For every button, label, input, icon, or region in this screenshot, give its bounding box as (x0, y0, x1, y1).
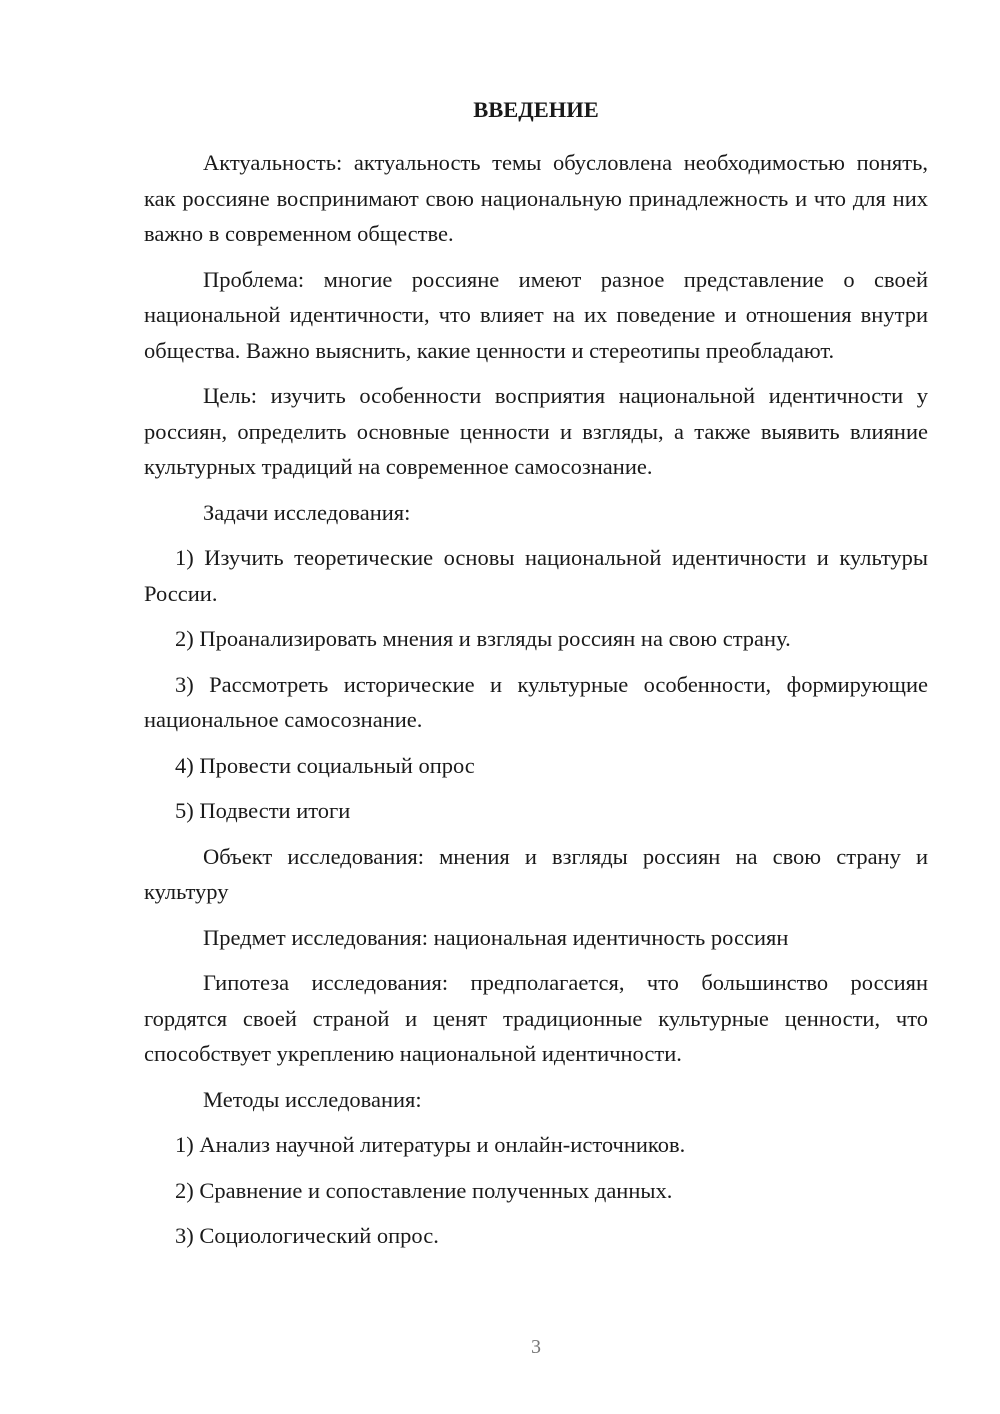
paragraph-hypothesis: Гипотеза исследования: предполагается, что большинство россиян гордятся своей страной и ценят традиционные культурные ценности, что способствует укреплению национальной идентичности. (144, 970, 928, 1066)
page-number: 3 (531, 1336, 541, 1358)
method-item-1: 1) Анализ научной литературы и онлайн-источников. (175, 1132, 686, 1157)
method-item-3: 3) Социологический опрос. (175, 1223, 439, 1248)
paragraph-subject: Предмет исследования: национальная идентичность россиян (203, 924, 789, 950)
paragraph-methods-heading: Методы исследования: (203, 1086, 422, 1112)
task-item-3: 3) Рассмотреть исторические и культурные особенности, формирующие национальное самосознание. (144, 671, 928, 732)
section-title: ВВЕДЕНИЕ (473, 97, 599, 122)
paragraph-tasks-heading: Задачи исследования: (203, 499, 411, 525)
task-item-4: 4) Провести социальный опрос (175, 752, 475, 778)
paragraph-relevance: Актуальность: актуальность темы обусловлена необходимостью понять, как россияне воспринимают свою национальную принадлежность и что для них важно в современном обществе. (144, 150, 928, 246)
paragraph-object: Объект исследования: мнения и взгляды россиян на свою страну и культуру (144, 843, 928, 904)
task-item-1: 1) Изучить теоретические основы национальной идентичности и культуры России. (144, 545, 928, 606)
paragraph-goal: Цель: изучить особенности восприятия национальной идентичности у россиян, определить основные ценности и взгляды, а также выявить влияние культурных традиций на современное самосознание. (144, 383, 928, 479)
task-item-5: 5) Подвести итоги (175, 798, 351, 823)
method-item-2: 2) Сравнение и сопоставление полученных данных. (175, 1177, 673, 1203)
page-content (144, 95, 928, 1254)
task-item-2: 2) Проанализировать мнения и взгляды россиян на свою страну. (175, 626, 791, 651)
paragraph-problem: Проблема: многие россияне имеют разное представление о своей национальной идентичности, что влияет на их поведение и отношения внутри общества. Важно выяснить, какие ценности и стереотипы преобладают. (144, 266, 928, 363)
